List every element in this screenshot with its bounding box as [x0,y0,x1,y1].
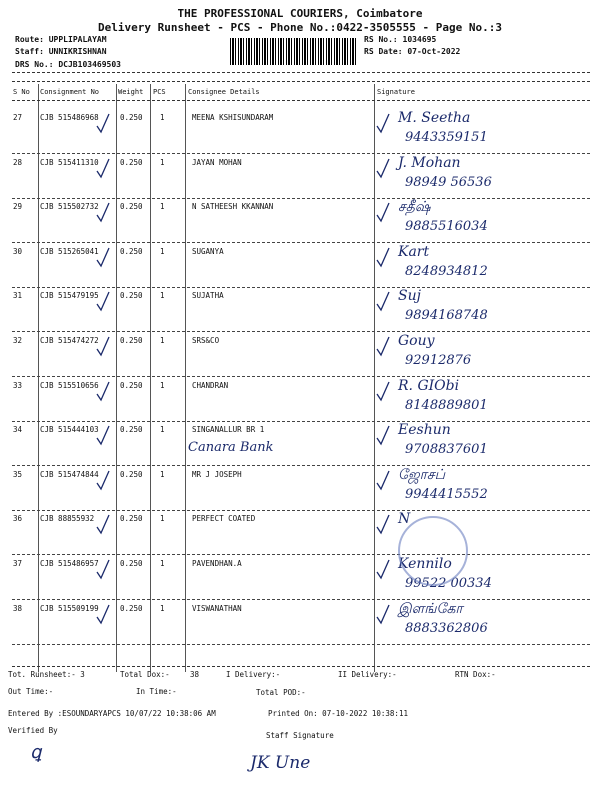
row-weight: 0.250 [120,603,143,613]
signature-tick [375,603,391,627]
col-sno: S No [13,88,30,96]
signature-tick [375,201,391,225]
company-stamp [398,516,468,586]
row-consignment: CJB 515479195 [40,291,99,301]
rs-date-value: 07-Oct-2022 [407,47,461,56]
recipient-phone: 98949 56536 [405,174,492,190]
printed-on: Printed On: 07-10-2022 10:38:11 [268,709,408,718]
row-consignee: PAVENDHAN.A [192,559,242,568]
staff-line [15,47,107,56]
row-pcs: 1 [160,559,165,568]
row-weight: 0.250 [120,336,143,345]
signature-tick [375,335,391,359]
recipient-phone: 9708837601 [405,442,488,458]
row-consignment: CJB 515486968 [40,113,99,122]
table-row [0,288,600,332]
row-pcs: 1 [160,514,165,524]
row-pcs: 1 [160,246,165,256]
table-row [0,556,600,600]
row-pcs: 1 [160,157,165,167]
total-pod: Total POD:- [256,688,306,697]
row-consignee: VISWANATHAN [192,603,242,613]
recipient-signature: சதீஷ் [398,199,431,216]
row-weight: 0.250 [120,246,143,256]
table-row [0,422,600,466]
recipient-phone: 9443359151 [405,130,488,145]
entered-by: Entered By :ESOUNDARYAPCS 10/07/22 10:38:06 AM [8,709,216,718]
rs-no-line [364,35,436,44]
col-pcs: PCS [153,88,166,96]
i-delivery: I Delivery:- [226,670,281,679]
col-weight: Weight [118,88,144,96]
table-row [0,110,600,154]
row-weight: 0.250 [120,291,143,301]
row-sno: 32 [13,336,23,345]
row-consignee: PERFECT COATED [192,514,256,524]
row-consignee: SUJATHA [192,291,224,301]
row-consignee: SINGANALLUR BR 1 [192,425,265,435]
recipient-signature: ஜோசப் [398,466,446,483]
row-weight: 0.250 [120,157,143,167]
footer-divider [12,666,590,667]
table-row [0,244,600,288]
row-weight: 0.250 [120,425,143,435]
runsheet-subtitle: Delivery Runsheet - PCS - Phone No.:0422-3505555 - Page No.:3 [98,21,502,34]
route-line [15,35,107,44]
tick-mark [95,335,111,359]
row-sno: 28 [13,157,23,167]
recipient-phone: 99522 00334 [405,576,492,591]
signature-tick [375,469,391,493]
handwritten-note: Canara Bank [188,440,274,456]
row-sno: 37 [13,559,23,568]
row-pcs: 1 [160,202,165,212]
tick-mark [95,424,111,448]
row-sno: 30 [13,246,23,256]
staff-signature-scribble: JK Une [250,753,311,773]
tick-mark [95,157,111,181]
row-consignment: CJB 515510656 [40,380,99,390]
row-consignee: SRS&CO [192,336,220,345]
staff-signature-label: Staff Signature [266,731,334,740]
row-consignment: CJB 515474272 [40,336,99,345]
total-dox-label: Total Dox:- [120,670,170,679]
signature-tick [375,424,391,448]
row-consignment: CJB 515444103 [40,425,99,435]
row-sno: 35 [13,469,23,479]
out-time: Out Time:- [8,687,54,696]
row-consignment: CJB 515509199 [40,603,99,613]
table-row [0,511,600,555]
in-time: In Time:- [136,687,177,696]
row-sno: 29 [13,202,23,212]
rtn-dox: RTN Dox:- [455,670,496,679]
row-pcs: 1 [160,291,165,301]
row-consignment: CJB 515486957 [40,559,99,568]
signature-tick [375,558,391,582]
tick-mark [95,201,111,225]
recipient-signature: N [398,511,411,528]
ii-delivery: II Delivery:- [338,670,397,679]
drs-label: DRS No.: [15,60,54,69]
recipient-signature: Kart [398,243,430,260]
tick-mark [95,290,111,314]
recipient-phone: 92912876 [405,353,472,368]
signature-tick [375,246,391,270]
staff-label: Staff: [15,47,44,56]
route-label: Route: [15,35,44,44]
row-consignee: SUGANYA [192,246,224,256]
header-divider-top [12,72,590,73]
tick-mark [95,603,111,627]
verifier-signature: ꝗ [30,742,42,763]
recipient-signature: M. Seetha [398,110,471,126]
recipient-signature: இளங்கோ [398,600,463,617]
row-sno: 36 [13,514,23,524]
row-consignee: JAYAN MOHAN [192,157,242,167]
row-weight: 0.250 [120,469,143,479]
row-weight: 0.250 [120,514,143,524]
recipient-phone: 8883362806 [405,620,488,636]
row-consignee: N SATHEESH KKANNAN [192,202,274,212]
company-title: THE PROFESSIONAL COURIERS, Coimbatore [177,7,423,20]
tick-mark [95,380,111,404]
row-consignment: CJB 515474844 [40,469,99,479]
row-pcs: 1 [160,336,165,345]
row-consignee: CHANDRAN [192,380,229,390]
tick-mark [95,469,111,493]
table-header-divider [12,100,590,101]
row-weight: 0.250 [120,559,143,568]
recipient-signature: Suj [398,288,421,305]
row-pcs: 1 [160,469,165,479]
route-value: UPPLIPALAYAM [48,35,107,44]
table-row [0,601,600,645]
row-sno: 38 [13,603,23,613]
row-divider [12,644,590,645]
total-dox-value: 38 [190,670,200,679]
row-consignee: MR J JOSEPH [192,469,242,479]
recipient-signature: R. GIObi [398,377,460,394]
row-weight: 0.250 [120,202,143,212]
tick-mark [95,246,111,270]
table-row [0,199,600,243]
row-sno: 27 [13,113,23,122]
table-row [0,378,600,422]
row-pcs: 1 [160,113,165,122]
row-consignment: CJB 88855932 [40,514,95,524]
drs-value: DCJB103469503 [58,60,121,69]
recipient-phone: 9885516034 [405,219,488,235]
row-consignment: CJB 515502732 [40,202,99,212]
col-consignment: Consignment No [40,88,100,96]
row-consignee: MEENA KSHISUNDARAM [192,113,274,122]
staff-value: UNNIKRISHNAN [48,47,107,56]
signature-tick [375,290,391,314]
row-consignment: CJB 515411310 [40,157,99,167]
recipient-signature: Eeshun [398,422,451,439]
row-consignment: CJB 515265041 [40,246,99,256]
row-sno: 33 [13,380,23,390]
table-row [0,333,600,377]
rs-no-value: 1034695 [402,35,437,44]
recipient-phone: 9894168748 [405,308,488,324]
barcode [230,38,358,65]
tick-mark [95,513,111,537]
recipient-phone: 8148889801 [405,397,488,413]
row-weight: 0.250 [120,113,143,122]
recipient-signature: Kennilo [398,556,452,572]
recipient-phone: 9944415552 [405,486,488,502]
signature-tick [375,157,391,181]
signature-tick [375,513,391,537]
rs-date-line [364,47,460,56]
tick-mark [95,558,111,582]
rs-no-label: RS No.: [364,35,398,44]
recipient-phone: 8248934812 [405,263,488,279]
table-row [0,467,600,511]
recipient-signature: J. Mohan [398,154,461,171]
header-divider-mid [12,81,590,82]
row-sno: 34 [13,425,23,435]
rs-date-label: RS Date: [364,47,403,56]
row-pcs: 1 [160,425,165,435]
tot-runsheet: Tot. Runsheet:- 3 [8,670,85,679]
drs-line [15,60,121,69]
row-weight: 0.250 [120,380,143,390]
col-consignee: Consignee Details [188,88,260,96]
table-row [0,155,600,199]
row-sno: 31 [13,291,23,301]
row-pcs: 1 [160,380,165,390]
tick-mark [95,112,111,136]
recipient-signature: Gouy [398,333,435,349]
signature-tick [375,112,391,136]
verified-by: Verified By [8,726,58,735]
col-signature: Signature [377,88,415,96]
signature-tick [375,380,391,404]
row-pcs: 1 [160,603,165,613]
